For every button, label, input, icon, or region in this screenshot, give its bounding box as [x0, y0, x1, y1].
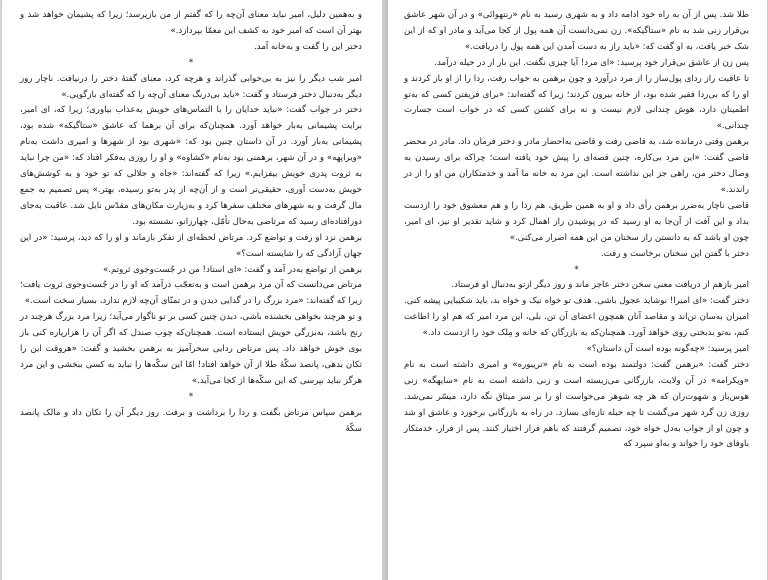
paragraph: امیر بازهم از دریافت معنی سخن دختر عاجز ماند و روز دیگر ازتو به‌دنبال او فرستاد.: [451, 280, 749, 291]
paragraph: پس زن از عاشق بی‌قرار خود پرسید: «ای مرد! آیا چیزی نگفت. این بار از در حیله درآمد.: [434, 57, 749, 68]
paragraph: و به‌همین دلیل، امیر نباید معنای آن‌چه را که گفتم از من بازپرسد؛ زیرا که پشیمان خواهد شد و بهتر آن است که امیر خود به کشف این معمّا بپردازد.»: [20, 10, 362, 36]
page-text: [20, 8, 362, 437]
paragraph: دختر گفت: «ای امیرا! نوشاید عجول باشی. هدف تو خواه نیک و خواه بد، باید شکیبایی پیشه کنی. امیران به‌سان تن‌اند و مقاصد آنان همچون اعضای آن تن. بلی، این مرد امیر که هم او را اطاعت کنم، به‌تو بدبختی روی خواهد آورد. همچنان‌که به بازرگان که خانه و مِلک خود را ازدست داد.»: [404, 296, 749, 339]
section-separator: *: [574, 264, 579, 275]
page-right: [388, 0, 767, 580]
paragraph: برهمن از تواضع به‌در آمد و گفت: «ای استاد! من در جُست‌وجوی ثروتم.»: [103, 264, 362, 275]
paragraph: مرتاض می‌دانست که آن مرد برهمن است و به‌تعجّب درآمد که او را در جُست‌وجوی ثروت یافت؛ زیرا که گفته‌اند: «مرد بزرگ را در گدایی دیدن و در تمنّای آن‌چه لازم ندارد، بسیار سخت است.»: [20, 280, 362, 307]
paragraph: تا عاقبت راز ردای پول‌ساز را از مرد درآورد و چون برهمن به خواب رفت، ردا را از او باز کردند و او را که بی‌ردا فقیر شده بود، از خانه بیرون کردند؛ زیرا که گفته‌اند: «برای فریفتن کسی که به‌تو اطمینان دارد، هوش چندانی لازم نیست و نه برای کشتن کسی که در خواب است جسارت چندانی.»: [404, 73, 749, 132]
paragraph: قاضی ناچار به‌ضرر برهمن رأی داد و او به همین طریق، هم ردا را و هم معشوق خود را ازدست بداد و این آفت از آن‌جا به او رسید که در پوشیدن راز اهمال کرد و شاید تقدیر او نیز، ای امیر، چون او باشد که به دانستن راز سخنان من این همه اصرار می‌کنی.»: [404, 200, 749, 243]
paragraph: دختر گفت: «برهمن گفت: دولتمند بوده است به نام «تریبوره» و امیری داشته است به نام «ویکرامه» در آن ولایت، بازرگانی می‌زیسته است و زنی داشته است به نام «سایهگه» زنی هوس‌باز و شهوت‌ران که هر چه شوهر می‌خواست او را بر سر میثاق نگه دارد، میسّر نمی‌شد. روزی زن گرد شهر می‌گشت تا چه حیله تازه‌ای بسازد. در راه به بازرگانی برخورد و عاشق او شد و چون او از جواب به‌دل خواه خود، تصمیم گرفتند که باهم فرار اختیار کنند. پس از فرار، خدمتکار باوفای خود را خواند و به‌او سپرد که: [404, 359, 749, 450]
paragraph: برهمن سپاس مرتاض بگفت و ردا را برداشت و برفت. روز دیگر آن را تکان داد و مالک پانصد سکّهٔ: [20, 407, 362, 434]
paragraph: دختر با گفتن این سخنان برخاست و رفت.: [600, 248, 749, 259]
paragraph: دختر در جواب گفت: «نباید خدایان را با التماس‌های خویش به‌عذاب بیاوری؛ زیرا که، ای امیر، برایت پشیمانی به‌بار خواهد آورد. همچنان‌که برای آن برهما که عاشق «ستاگیکه» شده بود، پشیمانی به‌بار آورد. در آن داستان چنین بود که: «شهری بود از شهرها و امیری داشت به‌نام «ویراپهه» و در آن شهر، برهمنی بود به‌نام «کشاوه» و او را روزی به‌فکر افتاد که: «من چرا نباید به ثروت پدری خویش بیفزایم.» زیرا که گفته‌اند: «جاه و جلالی که تو خود و به کوشش‌های خویش به‌دست آوری، حقیقی‌تر است و از آن‌چه از پدر به‌تو رسیده، بهتر.» پس تصمیم به جمع مال گرفت و به شهرهای مختلف سفرها کرد و به‌زیارت مکان‌های مقدّس نایل شد. عاقبت به‌جای دورافتاده‌ای رسید که مرتاضی به‌حال تأمّل، چهارزانو، نشسته بود.: [20, 105, 362, 227]
page-text: [404, 8, 749, 453]
paragraph: برهمن وقتی درمانده شد، به قاضی رفت و قاضی به‌احضار مادر و دختر فرمان داد. مادر در محضر قاضی گفت: «این مرد بی‌کاره، چنین قصه‌ای را پیش خود یافته است؛ چراکه برای رسیدن به وصال دختر من، راهی جز این نداشته است. این مرد به خانه ما آمد و خدمتکاران من او را از در راندند.»: [404, 137, 749, 195]
paragraph: برهمن نزد او رفت و تواضع کرد. مرتاض لحظه‌ای از تفکر بازماند و او را که دید، پرسید: «در این جهان آزادگی که را شایسته است؟»: [20, 232, 362, 259]
section-separator: *: [188, 391, 194, 402]
section-separator: *: [188, 57, 194, 68]
paragraph: امیر پرسید: «چه‌گونه بوده است آن داستان؟»: [586, 344, 749, 355]
page-left: [2, 0, 382, 580]
paragraph: امیر شب دیگر را نیز به بی‌خوابی گذراند و هرچه کرد، معنای گفتهٔ دختر را درنیافت. ناچار روز دیگر به‌دنبال دختر فرستاد و گفت: «باید بی‌درنگ معنای آن‌چه را که گفته‌ای بازگویی.»: [20, 73, 362, 100]
paragraph: و تو هرچند بخواهی بخشنده باشی، دیدن چنین کسی بر تو ناگوار می‌آید؛ زیرا مرد بزرگ هرچند در رنج باشد، به‌بزرگی خویش ایستاده است. همچنان‌که چوب صندل که اگر آن را هزارپاره کنی باز بوی خوش خواهد داد. پس مرتاض ردایی سحرآمیز به برهمن بخشید و گفت: «هروقت این را تکان بدهی، پانصد سکّهٔ طلا از آن خواهد افتاد! امّا این سکّه‌ها را نباید به کسی ببخشی و این مرد هرگز نباید بپرسی که این سکّه‌ها از کجا می‌آید.»: [20, 312, 362, 386]
paragraph: دختر این را گفت و به‌خانه آمد.: [254, 41, 362, 52]
paragraph: طلا شد. پس از آن به راه خود ادامه داد و به شهری رسید به نام «رنتهوائی» و در آن شهر عاشق بی‌قرار زنی شد به نام «ستاگیکه». زن نمی‌دانست آن همه پول از کجا می‌آید و مادر او که از این شک خبر یافت، به او گفت که: «باید راز به دست آمدن این همه پول را دریافت.»: [404, 10, 749, 52]
